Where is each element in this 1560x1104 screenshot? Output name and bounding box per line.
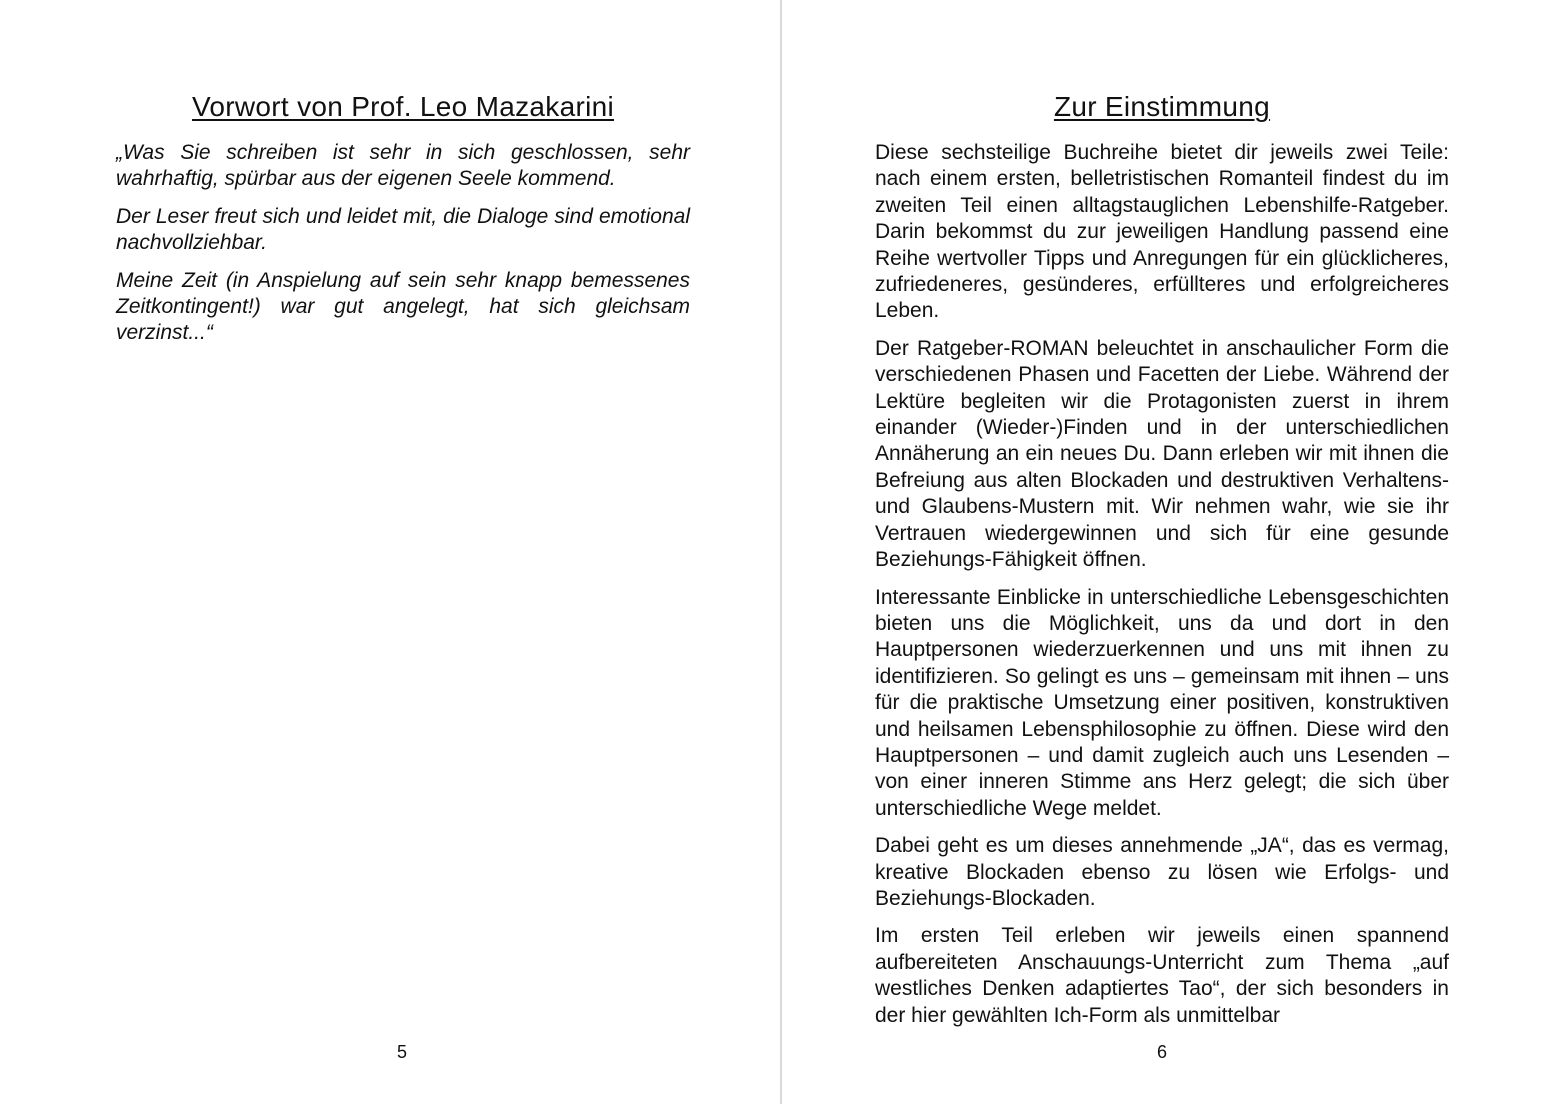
paragraph: Der Leser freut sich und leidet mit, die Dialoge sind emotional nachvollziehbar.: [116, 204, 690, 255]
paragraph: Diese sechsteilige Buchreihe bietet dir jeweils zwei Teile: nach einem ersten, belletristischen Romanteil findest du im zweiten Teil einen alltagstauglichen Lebenshilfe-Ratgeber. Darin bekommst du zur jeweiligen Handlung passend eine Reihe wertvoller Tipps und Anregungen für ein glücklicheres, zufriedeneres, gesünderes, erfüllteres und erfolgreicheres Leben.: [875, 141, 1449, 323]
page-number: 5: [396, 1042, 407, 1062]
quote-block: [116, 140, 690, 358]
page-heading: Vorwort von Prof. Leo Mazakarini: [191, 91, 614, 122]
right-page: [782, 0, 1560, 1104]
paragraph: Interessante Einblicke in unterschiedliche Lebensgeschichten bieten uns die Möglichkeit, uns da und dort in den Hauptpersonen wiederzuerkennen und uns mit ihnen zu identifizieren. So gelingt es uns – gemeinsam mit ihnen – uns für die praktische Umsetzung einer positiven, konstruktiven und heilsamen Lebensphilosophie zu öffnen. Diese wird den Hauptpersonen – und damit zugleich auch uns Lesenden – von einer inneren Stimme ans Herz gelegt; die sich über unterschiedliche Wege meldet.: [875, 585, 1449, 820]
paragraph: Im ersten Teil erleben wir jeweils einen spannend aufbereiteten Anschauungs-Unterricht zum Thema „auf westliches Denken adaptiertes Tao“, der sich besonders in der hier gewählten Ich-Form als unmittelbar: [875, 924, 1449, 1027]
paragraph: Dabei geht es um dieses annehmende „JA“, das es vermag, kreative Blockaden ebenso zu lösen wie Erfolgs- und Beziehungs-Blockaden.: [875, 834, 1449, 910]
page-heading: Zur Einstimmung: [1053, 91, 1271, 122]
page-number: 6: [1156, 1042, 1167, 1062]
paragraph: „Was Sie schreiben ist sehr in sich geschlossen, sehr wahrhaftig, spürbar aus der eigenen Seele kommend.: [116, 141, 690, 191]
paragraph: Der Ratgeber-ROMAN beleuchtet in anschaulicher Form die verschiedenen Phasen und Facetten der Liebe. Während der Lektüre begleiten wir die Protagonisten zuerst in ihrem einander (Wieder-)Finden und in der unterschiedlichen Annäherung an ein neues Du. Dann erleben wir mit ihnen die Befreiung aus alten Blockaden und destruktiven Verhaltens- und Glaubens-Mustern mit. Wir nehmen wahr, wie sie ihr Vertrauen wiedergewinnen und sich für eine gesunde Beziehungs-Fähigkeit öffnen.: [875, 336, 1449, 572]
paragraph: Meine Zeit (in Anspielung auf sein sehr knapp bemessenes Zeitkontingent!) war gut angelegt, hat sich gleichsam verzinst...“: [116, 268, 690, 345]
body-text-block: [875, 140, 1449, 1040]
